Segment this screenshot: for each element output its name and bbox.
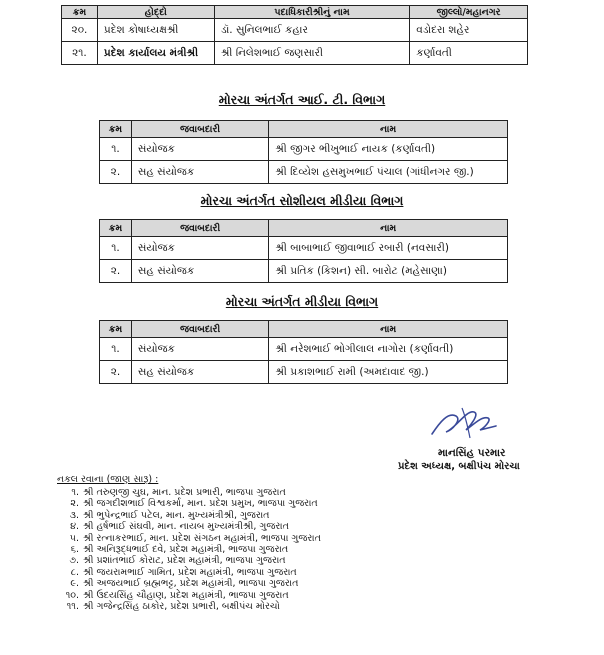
list-item: ૩. શ્રી ભુપેન્દ્રભાઈ પટેલ, માન. મુખ્યમંત્રીશ્રી, ગુજરાત	[69, 509, 270, 521]
serial-cell: ૨૦.	[62, 19, 98, 42]
list-item: ૫. શ્રી રત્નાકરભાઈ, માન. પ્રદેશ સંગઠન મહામંત્રી, ભાજપા ગુજરાત	[69, 532, 321, 544]
header-cell: જવાબદારી	[131, 220, 268, 237]
list-item: ૧૧. શ્રી ગજેન્દ્રસિંહ ઠાકોર, પ્રદેશ પ્રભારી, બક્ષીપંચ મોરચો	[66, 600, 280, 612]
header-cell: જવાબદારી	[131, 321, 268, 338]
name-cell: શ્રી પ્રતિક (કિશન) સી. બારોટ (મહેસાણા)	[269, 260, 508, 283]
table-header-row	[100, 121, 508, 138]
role-cell: સહ સંયોજક	[131, 161, 268, 184]
copy-to-title: નકલ રવાના (જાણ સારૂ) :	[57, 474, 159, 485]
serial-cell: ૨.	[100, 260, 132, 283]
signatory-title: પ્રદેશ અધ્યક્ષ, બક્ષીપંચ મોરચા	[398, 461, 520, 472]
header-cell: નામ	[269, 121, 508, 138]
district-cell: વડોદરા શહેર	[410, 19, 528, 42]
table-row	[100, 161, 508, 184]
table-header-row	[100, 321, 508, 338]
header-cell: જવાબદારી	[131, 121, 268, 138]
header-cell: પદાધિકારીશ્રીનું નામ	[214, 6, 409, 19]
designation-cell: પ્રદેશ કોષાધ્યક્ષશ્રી	[97, 19, 214, 42]
table-row	[100, 237, 508, 260]
header-cell: ક્રમ	[62, 6, 98, 19]
copy-to-list	[57, 487, 321, 612]
name-cell: શ્રી બાબાભાઈ જીવાભાઈ રબારી (નવસારી)	[269, 237, 508, 260]
list-item: ૨. શ્રી જગદીશભાઈ વિશ્વકર્મા, માન. પ્રદેશ પ્રમુખ, ભાજપા ગુજરાત	[70, 498, 318, 510]
header-cell: નામ	[269, 321, 508, 338]
list-item: ૧. શ્રી તરુણજી ચુઘ, માન. પ્રદેશ પ્રભારી, ભાજપા ગુજરાત	[71, 487, 286, 498]
serial-cell: ૨.	[100, 361, 132, 384]
name-cell: શ્રી નરેશભાઈ ભોગીલાલ નાગોરા (કર્ણાવતી)	[269, 338, 508, 361]
table-header-row	[100, 220, 508, 237]
name-cell: શ્રી પ્રકાશભાઈ રામી (અમદાવાદ જી.)	[269, 361, 508, 384]
list-item: ૬. શ્રી અનિરૂદ્ધભાઈ દવે, પ્રદેશ મહામંત્રી, ભાજપા ગુજરાત	[70, 543, 289, 555]
district-cell: કર્ણાવતી	[410, 42, 528, 65]
section-heading-it: મોરચા અંતર્ગત આઈ. ટી. વિભાગ	[218, 92, 386, 107]
list-item: ૪. શ્રી હર્ષભાઈ સંઘવી, માન. નાયબ મુખ્યમંત્રીશ્રી, ગુજરાત	[70, 521, 289, 533]
list-item: ૯. શ્રી અજયભાઈ બ્રહ્મભટ્ટ, પ્રદેશ મહામંત્રી, ભાજપા ગુજરાત	[70, 578, 299, 590]
role-cell: સહ સંયોજક	[131, 361, 268, 384]
signature-image	[426, 402, 502, 442]
table-row	[62, 19, 528, 42]
name-cell: શ્રી દિવ્યેશ હસમુખભાઈ પંચાલ (ગાંધીનગર જી.)	[269, 161, 508, 184]
header-cell: ક્રમ	[100, 121, 132, 138]
social-media-table	[99, 219, 508, 283]
header-cell: હોદ્દો	[97, 6, 214, 19]
role-cell: સંયોજક	[131, 237, 268, 260]
serial-cell: ૧.	[100, 237, 132, 260]
header-cell: નામ	[269, 220, 508, 237]
it-department-table	[99, 120, 508, 184]
section-heading-media: મોરચા અંતર્ગત મીડીયા વિભાગ	[225, 294, 379, 309]
table-row	[62, 42, 528, 65]
section-heading-social-media: મોરચા અંતર્ગત સોશીયલ મીડીયા વિભાગ	[200, 193, 404, 208]
serial-cell: ૨૧.	[62, 42, 98, 65]
table-row	[100, 361, 508, 384]
name-cell: ડૉ. સુનિલભાઈ કહાર	[214, 19, 409, 42]
table-row	[100, 338, 508, 361]
table-row	[100, 260, 508, 283]
table-row	[100, 138, 508, 161]
designation-cell: પ્રદેશ કાર્યાલય મંત્રીશ્રી	[97, 42, 214, 65]
top-officials-table	[61, 5, 528, 65]
header-cell: ક્રમ	[100, 321, 132, 338]
serial-cell: ૧.	[100, 138, 132, 161]
media-department-table	[99, 320, 508, 384]
header-cell: જીલ્લો/મહાનગર	[410, 6, 528, 19]
list-item: ૮. શ્રી જયરામભાઈ ગામિત, પ્રદેશ મહામંત્રી, ભાજપા ગુજરાત	[70, 566, 297, 578]
serial-cell: ૨.	[100, 161, 132, 184]
serial-cell: ૧.	[100, 338, 132, 361]
list-item: ૭. શ્રી પ્રશાંતભાઈ કોરાટ, પ્રદેશ મહામંત્રી, ભાજપા ગુજરાત	[69, 555, 286, 567]
signatory-name: માનસિંહ પરમાર	[438, 447, 506, 459]
table-header-row	[62, 6, 528, 19]
role-cell: સંયોજક	[131, 338, 268, 361]
list-item: ૧૦. શ્રી ઉદયસિંહ ચૌહાણ, પ્રદેશ મહામંત્રી, ભાજપા ગુજરાત	[65, 589, 289, 601]
name-cell: શ્રી નિલેશભાઈ જણસારી	[214, 42, 409, 65]
role-cell: સંયોજક	[131, 138, 268, 161]
role-cell: સહ સંયોજક	[131, 260, 268, 283]
name-cell: શ્રી જીગર ભીખુભાઈ નાયક (કર્ણાવતી)	[269, 138, 508, 161]
header-cell: ક્રમ	[100, 220, 132, 237]
